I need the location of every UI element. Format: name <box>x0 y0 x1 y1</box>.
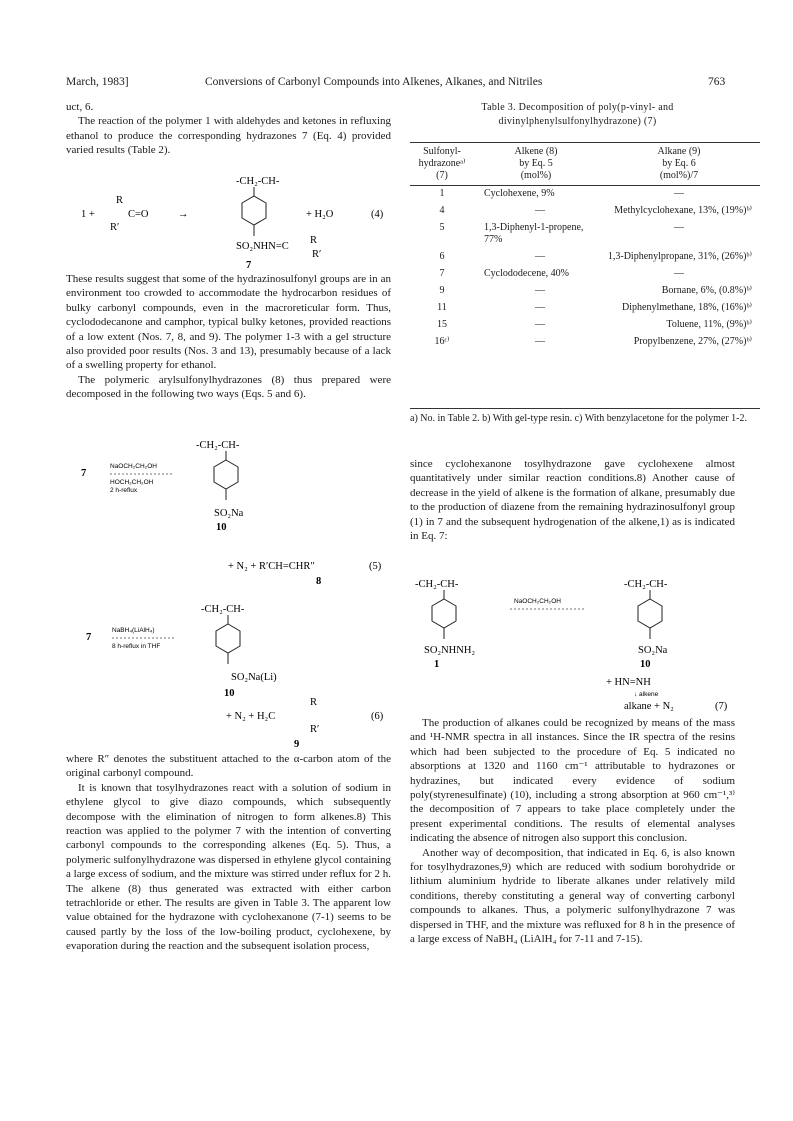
equation-4 <box>66 172 396 272</box>
equation-5-structure <box>66 436 396 591</box>
eq6-condition-2: 8 h-reflux in THF <box>112 643 161 650</box>
eq6-r: R <box>310 697 318 708</box>
eq6-reactant: 7 <box>86 632 92 643</box>
cell-alkene: 1,3-Diphenyl-1-propene, 77% <box>484 222 584 245</box>
equation-7 <box>410 575 750 715</box>
benzene-ring <box>216 624 240 653</box>
cell-id: 15 <box>437 319 447 330</box>
cell-alkene: Cyclohexene, 9% <box>484 188 555 199</box>
eq7-alkene-note: ↓ alkene <box>634 691 659 698</box>
running-header-date: March, 1983] <box>66 76 129 88</box>
eq6-label-10: 10 <box>224 688 235 699</box>
cell-alkane: Propylbenzene, 27%, (27%)ᵇ⁾ <box>633 336 752 347</box>
table-row <box>410 266 760 283</box>
page-number: 763 <box>708 76 726 88</box>
paragraph: It is known that tosylhydrazones react with a solution of sodium in ethylene glycol to give diazo compounds, which subsequently decompose with the elimination of nitrogen to form alkenes.8) This reaction was applied to the polymer 7 with the intention of converting carbonyl compounds to the corresponding alkenes (Eq. 5). Thus, a polymeric sulfonylhydrazone was dispersed in ethylene glycol containing a large excess of sodium, and the mixture was stirred under reflux for 2 h. The alkene (8) thus generated was extracted with either carbon tetrachloride or ether. The results are given in Table 3. The apparent low value obtained for the hydrazone with cyclohexanone (7-1) seems to be caused partly by the loss of the low-boiling product, cyclohexene, by evaporation during the reaction and the subsequent isolation process, <box>66 781 391 953</box>
table-header-row <box>410 143 760 186</box>
equation-5 <box>66 436 396 591</box>
table-row <box>410 186 760 204</box>
eq5-condition-2: HOCH₂CH₂OH <box>110 479 154 486</box>
eq7-right-backbone: -CH₂-CH- <box>624 579 668 590</box>
table-row <box>410 300 760 317</box>
table-3-caption-line-1: Table 3. Decomposition of poly(p-vinyl- and <box>481 102 674 113</box>
cell-id: 7 <box>439 268 445 279</box>
table-row <box>410 317 760 334</box>
table-header-sulfonylhydrazone: Sulfonyl- hydrazoneᵃ⁾ (7) <box>410 143 474 186</box>
paragraph: where R″ denotes the substituent attached to the α-carbon atom of the original carbonyl compound. <box>66 753 391 780</box>
eq4-ketone-r-prime: R′ <box>110 222 120 233</box>
eq6-r-prime: R′ <box>310 724 320 735</box>
eq7-products: alkane + N₂ <box>624 701 674 712</box>
eq4-sulfonylhydrazone: SO₂NHN=C <box>236 241 289 252</box>
cell-id: 5 <box>439 222 445 233</box>
left-column-bottom <box>66 752 391 954</box>
benzene-ring <box>214 460 238 489</box>
cell-alkane: — <box>674 268 684 279</box>
cell-alkane: — <box>674 222 684 233</box>
cell-alkane: Bornane, 6%, (0.8%)ᵇ⁾ <box>661 285 752 296</box>
eq4-carbonyl: C=O <box>128 209 149 220</box>
running-header-title: Conversions of Carbonyl Compounds into Alkenes, Alkanes, and Nitriles <box>205 76 543 88</box>
eq4-number: (4) <box>371 209 384 220</box>
eq6-products: + N₂ + H₂C <box>226 711 276 722</box>
eq5-number: (5) <box>369 561 382 572</box>
left-column-top <box>66 100 391 158</box>
eq7-left-hydrazide: SO₂NHNH₂ <box>424 645 476 656</box>
equation-7-structure <box>410 575 750 715</box>
paragraph: since cyclohexanone tosylhydrazone gave cyclohexene almost quantitatively under similar reaction conditions.8) Another cause of decrease in the yield of alkene is the formation of alkane, presumably due to the production of diazene from the remaining hydrazinosulfonyl group (1) in 7 and the subsequent hydrogenation of the alkene,1) as is indicated in Eq. 7: <box>410 458 735 543</box>
eq6-sulfinate: SO₂Na(Li) <box>231 672 277 683</box>
paragraph: Another way of decomposition, that indicated in Eq. 6, is also known for tosylhydrazones,9) which are reduced with sodium borohydride or lithium aluminium hydride to liberate alkanes under relatively mild conditions, thereby constituting a general way of converting carbonyl compounds to alkanes. Thus, a polymeric sulfonylhydrazone 7 was dispersed in THF, and the mixture was refluxed for 8 h in the presence of a large excess of NaBH₄ (LiAlH₄ for 7-11 and 7-15). <box>410 846 735 946</box>
paragraph: uct, 6. <box>66 101 94 113</box>
eq4-ketone-r: R <box>116 195 124 206</box>
eq7-diazene: + HN=NH <box>606 677 651 688</box>
cell-alkene: — <box>535 205 545 216</box>
left-column-middle <box>66 272 391 402</box>
eq7-left-backbone: -CH₂-CH- <box>415 579 459 590</box>
cell-id: 1 <box>439 188 445 199</box>
eq6-number: (6) <box>371 711 384 722</box>
eq4-arrow: → <box>178 209 189 220</box>
eq5-sulfinate: SO₂Na <box>214 508 244 519</box>
equation-4-structure <box>66 172 396 272</box>
cell-id: 16ᶜ⁾ <box>434 336 450 347</box>
cell-alkene: Cyclododecene, 40% <box>484 268 569 279</box>
eq7-condition: NaOCH₂CH₂OH <box>514 598 561 605</box>
table-row <box>410 203 760 220</box>
table-3-caption-line-2: divinylphenylsulfonylhydrazone) (7) <box>498 116 657 127</box>
table-header-alkene: Alkene (8) by Eq. 5 (mol%) <box>474 143 598 186</box>
benzene-ring <box>432 599 456 628</box>
eq5-condition-1: NaOCH₂CH₂OH <box>110 463 157 470</box>
cell-alkane: Toluene, 11%, (9%)ᵇ⁾ <box>666 319 752 330</box>
cell-alkane: 1,3-Diphenylpropane, 31%, (26%)ᵇ⁾ <box>607 251 752 262</box>
table-row <box>410 334 760 351</box>
cell-id: 11 <box>437 302 447 313</box>
eq4-reactant: 1 + <box>81 209 95 220</box>
eq7-right-label: 10 <box>640 659 651 670</box>
benzene-ring <box>242 196 266 225</box>
eq6-condition-1: NaBH₄(LiAlH₄) <box>112 627 155 634</box>
eq6-label-9: 9 <box>294 739 300 750</box>
eq5-condition-3: 2 h-reflux <box>110 487 138 494</box>
paragraph: These results suggest that some of the hydrazinosulfonyl groups are in an environment too crowded to accommodate the hydrocarbon residues of bulky carbonyl compounds, even in the macroreticular form. Thus, cyclododecanone and camphor, typical bulky ketones, provided reactions of a low extent (Nos. 7, 8, and 9). The polymer 1-3 with a gel structure also provided poor results (Nos. 3 and 13), presumably because of a lack of a swelling property for ethanol. <box>66 273 391 372</box>
cell-id: 4 <box>439 205 445 216</box>
right-column-top <box>410 457 735 543</box>
eq7-right-sulfinate: SO₂Na <box>638 645 668 656</box>
eq4-r: R <box>310 235 318 246</box>
eq6-polymer-backbone: -CH₂-CH- <box>201 604 245 615</box>
table-3 <box>410 142 760 351</box>
table-row <box>410 220 760 249</box>
table-3-footnote: a) No. in Table 2. b) With gel-type resin. c) With benzylacetone for the polymer 1-2. <box>410 408 760 425</box>
cell-alkane: Diphenylmethane, 18%, (16%)ᵇ⁾ <box>622 302 752 313</box>
eq5-label-8: 8 <box>316 576 322 587</box>
cell-id: 9 <box>439 285 445 296</box>
cell-id: 6 <box>439 251 445 262</box>
cell-alkane: Methylcyclohexane, 13%, (19%)ᵇ⁾ <box>614 205 752 216</box>
right-column-bottom <box>410 716 735 947</box>
eq5-label-10: 10 <box>216 522 227 533</box>
eq5-polymer-backbone: -CH₂-CH- <box>196 440 240 451</box>
cell-alkene: — <box>535 251 545 262</box>
eq5-reactant: 7 <box>81 468 87 479</box>
paragraph: The polymeric arylsulfonylhydrazones (8) thus prepared were decomposed in the following two ways (Eqs. 5 and 6). <box>66 373 391 401</box>
eq4-label: 7 <box>246 260 252 271</box>
equation-6-structure <box>66 600 396 750</box>
eq5-products: + N₂ + R′CH=CHR″ <box>228 561 315 572</box>
eq4-r-prime: R′ <box>312 249 322 260</box>
paragraph: The reaction of the polymer 1 with aldehydes and ketones in refluxing ethanol to produce the corresponding hydrazones 7 (Eq. 4) provided varied results (Table 2). <box>66 115 391 157</box>
eq4-polymer-backbone: -CH₂-CH- <box>236 176 280 187</box>
table-row <box>410 249 760 266</box>
eq4-water: + H₂O <box>306 209 334 220</box>
cell-alkene: — <box>535 302 545 313</box>
cell-alkane: — <box>674 188 684 199</box>
cell-alkene: — <box>535 336 545 347</box>
cell-alkene: — <box>535 319 545 330</box>
eq7-left-label: 1 <box>434 659 440 670</box>
equation-6 <box>66 600 396 750</box>
benzene-ring <box>638 599 662 628</box>
paragraph: The production of alkanes could be recognized by means of the mass and ¹H-NMR spectra in all instances. Since the IR spectra of the resins which had been subjected to the procedure of Eq. 5 indicated no absorptions at 1320 and 1160 cm⁻¹ attributable to hydrazones or hydrazines, but indicated every evidence of sodium poly(styrenesulfinate) (10), including a strong absorption at 960 cm⁻¹,³⁾ the decomposition of 7 appears to take place completely under the present experimental conditions. The results of elemental analyses indicating the absence of nitrogen also support this conclusion. <box>410 717 735 845</box>
eq7-number: (7) <box>715 701 728 712</box>
table-header-alkane: Alkane (9) by Eq. 6 (mol%)/7 <box>598 143 760 186</box>
cell-alkene: — <box>535 285 545 296</box>
table-row <box>410 283 760 300</box>
